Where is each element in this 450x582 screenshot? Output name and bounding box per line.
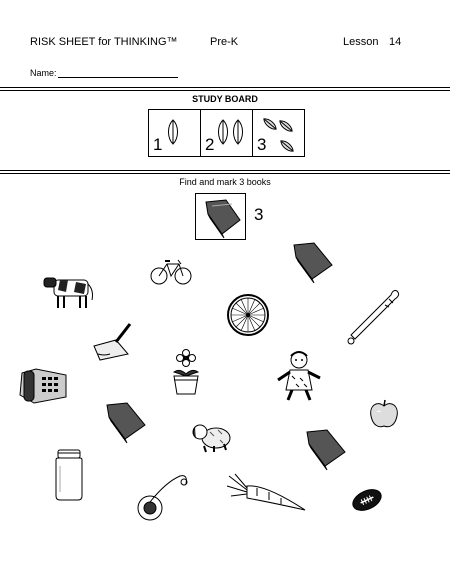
book-picture[interactable] [290,243,336,283]
dog-icon [190,420,234,456]
cell-number: 1 [153,135,163,154]
wheel-picture[interactable] [226,293,270,337]
study-board-title: STUDY BOARD [192,94,258,104]
rag-doll-icon [276,350,322,402]
book-picture[interactable] [303,430,349,470]
carrot-icon [225,472,307,516]
telephone-picture[interactable] [16,363,72,409]
dustpan-icon [90,320,138,362]
yo-yo-icon [136,472,192,524]
book-icon [103,403,149,443]
leaf-icon [201,110,254,158]
book-picture[interactable] [103,403,149,443]
grade-level: Pre-K [210,36,239,48]
study-board-cell-3 [252,109,305,157]
cow-picture[interactable] [42,272,98,312]
bicycle-icon [150,255,192,287]
leaf-icon [149,110,202,158]
cow-icon [42,272,98,312]
target-count: 3 [254,205,264,224]
target-box [195,193,246,240]
book-icon [290,243,336,283]
telephone-icon [16,363,72,409]
carrot-picture[interactable] [225,472,307,516]
divider [0,90,450,91]
baseball-bat-icon [345,287,403,347]
book-icon [303,430,349,470]
football-picture[interactable] [350,486,384,514]
flower-pot-icon [168,350,204,396]
jar-picture[interactable] [52,448,86,502]
yo-yo-picture[interactable] [136,472,192,524]
rag-doll-picture[interactable] [276,350,322,402]
divider [0,170,450,171]
cell-number: 2 [205,135,215,154]
dog-picture[interactable] [190,420,234,456]
wheel-icon [226,293,270,337]
sheet-title: RISK SHEET for THINKING™ [30,36,178,48]
bicycle-picture[interactable] [150,255,192,287]
lesson-number: 14 [389,36,402,48]
book-icon [196,194,247,241]
task-instruction: Find and mark 3 books [179,177,271,187]
flower-pot-picture[interactable] [168,350,204,396]
divider [0,87,450,88]
divider [0,173,450,174]
study-board-cell-2 [200,109,253,157]
cell-number: 3 [257,135,267,154]
study-board-cell-1 [148,109,201,157]
name-field[interactable] [58,77,178,78]
lesson-label: Lesson [343,36,379,48]
jar-icon [52,448,86,502]
dustpan-picture[interactable] [90,320,138,362]
apple-picture[interactable] [367,398,401,430]
baseball-bat-picture[interactable] [345,287,403,347]
football-icon [350,486,384,514]
apple-icon [367,398,401,430]
leaf-icon [253,110,306,158]
name-label: Name: [30,68,57,78]
